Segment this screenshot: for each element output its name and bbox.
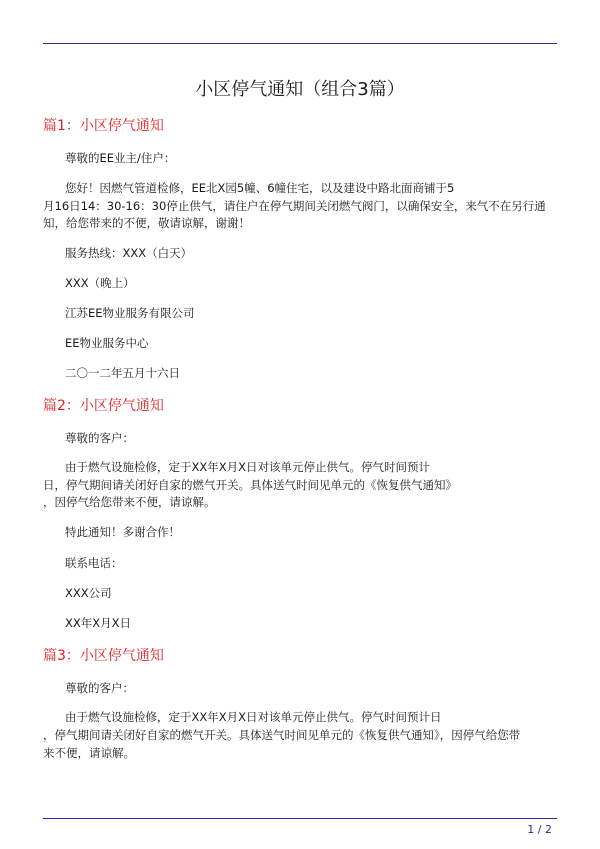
section-1-date: 二〇一二年五月十六日 <box>65 366 180 380</box>
section-1-company: 江苏EE物业服务有限公司 <box>65 306 195 320</box>
section-2-salutation: 尊敬的客户： <box>65 431 134 445</box>
section-3-body-line-1: 由于燃气设施检修，定于XX年X月X日对该单元停止供气。停气时间预计日 <box>65 710 442 724</box>
section-2-company: XXX公司 <box>65 586 112 600</box>
section-1-hotline-day: 服务热线：XXX（白天） <box>65 246 193 260</box>
section-1-body-line-2: 月16日14：30-16：30停止供气，请住户在停气期间关闭燃气阀门，以确保安全，来气不在另行通 <box>43 199 546 213</box>
section-1-heading: 篇1：小区停气通知 <box>43 118 164 134</box>
section-2-body-line-3: ，因停气给您带来不便，请谅解。 <box>43 495 216 509</box>
section-2-closing: 特此通知！多谢合作！ <box>65 525 180 539</box>
section-2-body-line-1: 由于燃气设施检修，定于XX年X月X日对该单元停止供气。停气时间预计 <box>65 460 431 474</box>
section-1-service-center: EE物业服务中心 <box>65 336 149 350</box>
section-1-body-line-3: 知，给您带来的不便，敬请谅解，谢谢！ <box>43 216 250 230</box>
section-1-salutation: 尊敬的EE业主/住户： <box>65 151 176 165</box>
document-title: 小区停气通知（组合3篇） <box>195 79 405 100</box>
header-rule <box>43 43 557 44</box>
section-1-hotline-night: XXX（晚上） <box>65 276 135 290</box>
section-3-body-line-2: ，停气期间请关闭好自家的燃气开关。具体送气时间见单元的《恢复供气通知》，因停气给您带 <box>43 728 521 742</box>
footer-rule <box>43 818 557 819</box>
section-3-heading: 篇3：小区停气通知 <box>43 648 164 664</box>
section-3-salutation: 尊敬的客户： <box>65 681 134 695</box>
section-3-body-line-3: 来不便，请谅解。 <box>43 746 135 760</box>
section-2-heading: 篇2：小区停气通知 <box>43 398 164 414</box>
section-2-body-line-2: 日，停气期间请关闭好自家的燃气开关。具体送气时间见单元的《恢复供气通知》 <box>43 478 457 492</box>
page-number: 1 / 2 <box>527 823 552 836</box>
section-2-contact-label: 联系电话： <box>65 556 123 570</box>
section-1-body-line-1: 您好！因燃气管道检修，EE北X园5幢、6幢住宅，以及建设中路北面商铺于5 <box>65 181 455 195</box>
section-2-date: XX年X月X日 <box>65 616 132 630</box>
